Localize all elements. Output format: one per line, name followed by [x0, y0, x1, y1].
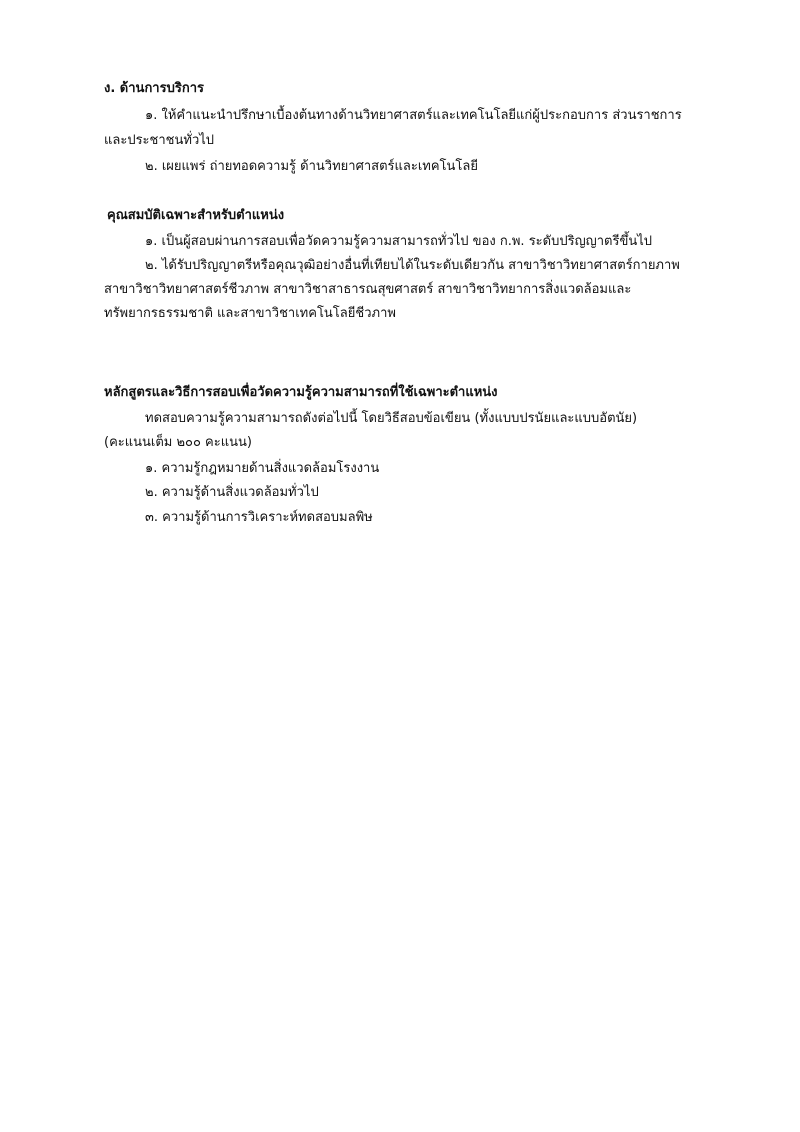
- services-item-2: ๒. เผยแพร่ ถ่ายทอดความรู้ ด้านวิทยาศาสตร์และเทคโนโลยี: [145, 159, 478, 174]
- qualifications-item-1: ๑. เป็นผู้สอบผ่านการสอบเพื่อวัดความรู้ความสามารถทั่วไป ของ ก.พ. ระดับปริญญาตรีขึ้นไป: [145, 234, 653, 249]
- qualifications-item-2-line-3: ทรัพยากรธรรมชาติ และสาขาวิชาเทคโนโลยีชีวภาพ: [104, 306, 396, 321]
- exam-topic-item: ๑. ความรู้กฎหมายด้านสิ่งแวดล้อมโรงงาน: [145, 461, 380, 476]
- section-heading-services: ง. ด้านการบริการ: [104, 81, 204, 96]
- exam-topic-item: ๓. ความรู้ด้านการวิเคราะห์ทดสอบมลพิษ: [145, 510, 373, 525]
- section-heading-qualifications: คุณสมบัติเฉพาะสำหรับตำแหน่ง: [107, 208, 285, 223]
- exam-topic-item: ๒. ความรู้ด้านสิ่งแวดล้อมทั่วไป: [145, 485, 319, 500]
- qualifications-item-2-line-2: สาขาวิชาวิทยาศาสตร์ชีวภาพ สาขาวิชาสาธารณสุขศาสตร์ สาขาวิชาวิทยาการสิ่งแวดล้อมและ: [104, 282, 632, 297]
- services-item-1-line-1: ๑. ให้คำแนะนำปรึกษาเบื้องต้นทางด้านวิทยาศาสตร์และเทคโนโลยีแก่ผู้ประกอบการ ส่วนราชการ: [145, 108, 682, 123]
- services-item-1-line-2: และประชาชนทั่วไป: [104, 133, 215, 148]
- exam-intro-line-2: (คะแนนเต็ม ๒๐๐ คะแนน): [104, 435, 252, 450]
- exam-intro-line-1: ทดสอบความรู้ความสามารถดังต่อไปนี้ โดยวิธีสอบข้อเขียน (ทั้งแบบปรนัยและแบบอัตนัย): [145, 411, 638, 426]
- qualifications-item-2-line-1: ๒. ได้รับปริญญาตรีหรือคุณวุฒิอย่างอื่นที่เทียบได้ในระดับเดียวกัน สาขาวิชาวิทยาศาสตร์กายภาพ: [145, 258, 680, 273]
- section-heading-exam: หลักสูตรและวิธีการสอบเพื่อวัดความรู้ความสามารถที่ใช้เฉพาะตำแหน่ง: [104, 385, 498, 400]
